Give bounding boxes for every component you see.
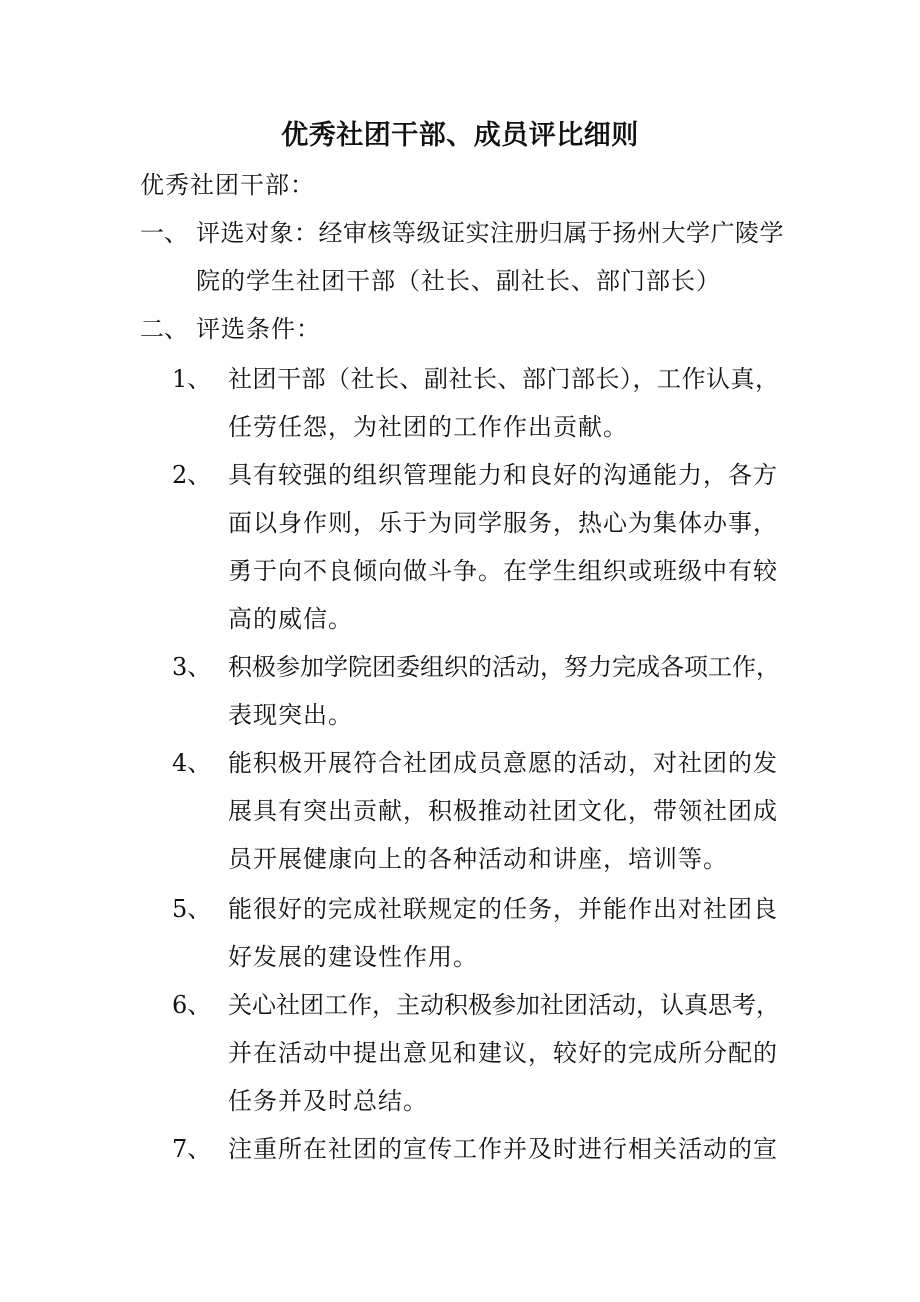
item-line: 面以身作则，乐于为同学服务，热心为集体办事， (228, 509, 778, 537)
item-line: 高的威信。 (228, 605, 353, 633)
item-line: 具有较强的组织管理能力和良好的沟通能力，各方 (228, 461, 778, 489)
item-line: 员开展健康向上的各种活动和讲座，培训等。 (228, 845, 728, 873)
part1-line: 院的学生社团干部（社长、副社长、部门部长） (196, 267, 721, 295)
item-line: 社团干部（社长、副社长、部门部长），工作认真， (228, 365, 780, 393)
item-line: 能很好的完成社联规定的任务，并能作出对社团良 (228, 895, 778, 923)
item-marker: 5、 (172, 895, 212, 923)
item-line: 积极参加学院团委组织的活动，努力完成各项工作， (228, 653, 780, 681)
item-marker: 7、 (172, 1135, 212, 1163)
item-line: 任劳任怨，为社团的工作作出贡献。 (228, 413, 628, 441)
item-marker: 1、 (172, 365, 212, 393)
item-line: 能积极开展符合社团成员意愿的活动，对社团的发 (228, 749, 778, 777)
item-line: 表现突出。 (228, 701, 353, 729)
item-line: 注重所在社团的宣传工作并及时进行相关活动的宣 (228, 1135, 778, 1163)
item-line: 任务并及时总结。 (228, 1087, 428, 1115)
item-line: 关心社团工作，主动积极参加社团活动，认真思考， (228, 991, 780, 1019)
part1-marker: 一、 (140, 219, 188, 247)
item-marker: 4、 (172, 749, 212, 777)
item-line: 勇于向不良倾向做斗争。在学生组织或班级中有较 (228, 557, 778, 585)
part2-heading: 评选条件： (196, 315, 321, 343)
item-line: 展具有突出贡献，积极推动社团文化，带领社团成 (228, 797, 778, 825)
item-line: 好发展的建设性作用。 (228, 943, 478, 971)
item-marker: 3、 (172, 653, 212, 681)
part2-marker: 二、 (140, 315, 188, 343)
item-marker: 6、 (172, 991, 212, 1019)
item-marker: 2、 (172, 461, 212, 489)
item-line: 并在活动中提出意见和建议，较好的完成所分配的 (228, 1039, 778, 1067)
document-title: 优秀社团干部、成员评比细则 (281, 120, 639, 151)
section-heading: 优秀社团干部： (140, 171, 315, 199)
part1-line: 评选对象：经审核等级证实注册归属于扬州大学广陵学 (196, 219, 784, 247)
